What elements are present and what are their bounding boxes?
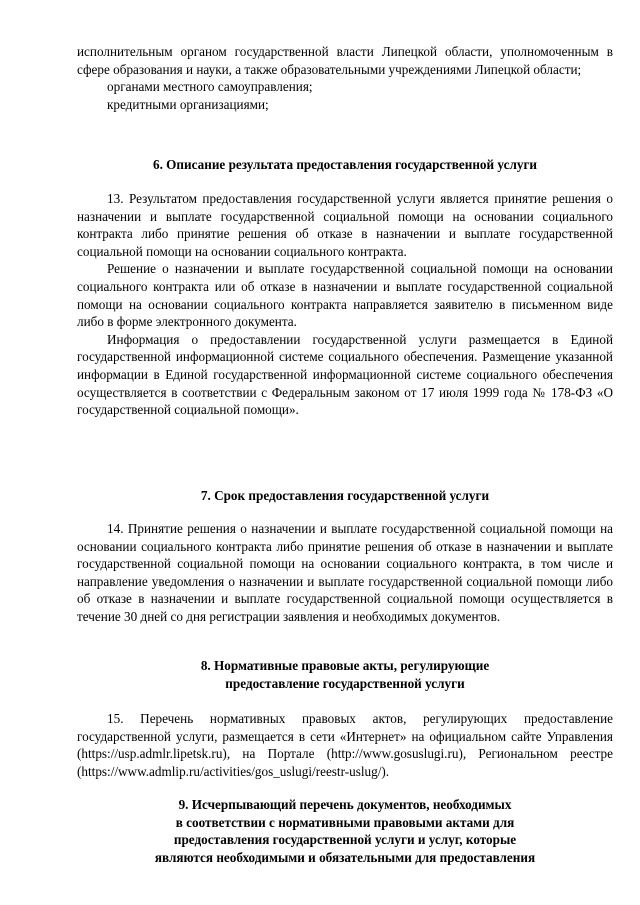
section-8-heading-line-1: 8. Нормативные правовые акты, регулирующие	[200, 658, 490, 673]
section-7-paragraph-1: 14. Принятие решения о назначении и выплате государственной социальной помощи на основании социального контракта либо принятие решения об отказе в назначении и выплате государственной социальной помощи на основании социального контракта, в том числе и направление уведомления о назначении и выплате государственной социальной помощи либо об отказе в назначении и выплате государственной социальной помощи осуществляется в течение 30 дней со дня регистрации заявления и необходимых документов.	[77, 521, 613, 624]
section-9-heading-block	[77, 796, 613, 866]
section-7-body	[77, 520, 613, 626]
section-6-paragraph-2: Решение о назначении и выплате государственной социальной помощи на основании социального контракта или об отказе в назначении и выплате государственной социальной помощи на основании социального контракта направляется заявителю в письменном виде либо в форме электронного документа.	[77, 261, 613, 330]
section-6-paragraph-1: 13. Результатом предоставления государственной услуги является принятие решения о назначении и выплате государственной социальной помощи на основании социального контракта либо принятие решения об отказе в назначении и выплате государственной социальной помощи на основании социального контракта.	[77, 191, 613, 259]
section-9-heading-line-3: предоставления государственной услуги и услуг, которые	[173, 832, 517, 848]
intro-paragraph-3: кредитными организациями;	[107, 96, 269, 112]
section-8-heading-line-2: предоставление государственной услуги	[225, 675, 465, 691]
section-6-body	[77, 190, 613, 419]
section-6-heading-block	[77, 156, 613, 174]
section-6-heading: 6. Описание результата предоставления государственной услуги	[152, 157, 538, 172]
section-9-heading-line-1: 9. Исчерпывающий перечень документов, необходимых	[178, 797, 512, 812]
section-6-paragraph-3: Информация о предоставлении государственной услуги размещается в Единой государственной информационной системе социального обеспечения. Размещение указанной информации в Единой государственной информационной системе социального обеспечения осуществляется в соответствии с Федеральным законом от 17 июля 1999 года № 178-ФЗ «О государственной социальной помощи».	[77, 331, 613, 418]
section-7-heading-block	[77, 487, 613, 505]
section-9-heading-line-4: являются необходимыми и обязательными для предоставления	[154, 849, 536, 865]
section-9-heading-line-2: в соответствии с нормативными правовыми актами для	[175, 814, 515, 830]
intro-block	[77, 43, 613, 113]
section-8-heading-block	[77, 657, 613, 692]
intro-paragraph-1: исполнительным органом государственной власти Липецкой области, уполномоченным в сфере образования и науки, а также образовательными учреждениями Липецкой области;	[77, 44, 613, 77]
intro-paragraph-2: органами местного самоуправления;	[107, 79, 313, 95]
section-8-body	[77, 710, 613, 780]
section-7-heading: 7. Срок предоставления государственной услуги	[200, 488, 490, 503]
section-8-paragraph-1: 15. Перечень нормативных правовых актов, регулирующих предоставление государственной услуги, размещается в сети «Интернет» на официальном сайте Управления (https://usp.admlr.lipetsk.ru), на Портале (http://www.gosuslugi.ru), Региональном реестре (https://www.admlip.ru/activities/gos_uslugi/reestr-uslug/).	[77, 711, 613, 779]
